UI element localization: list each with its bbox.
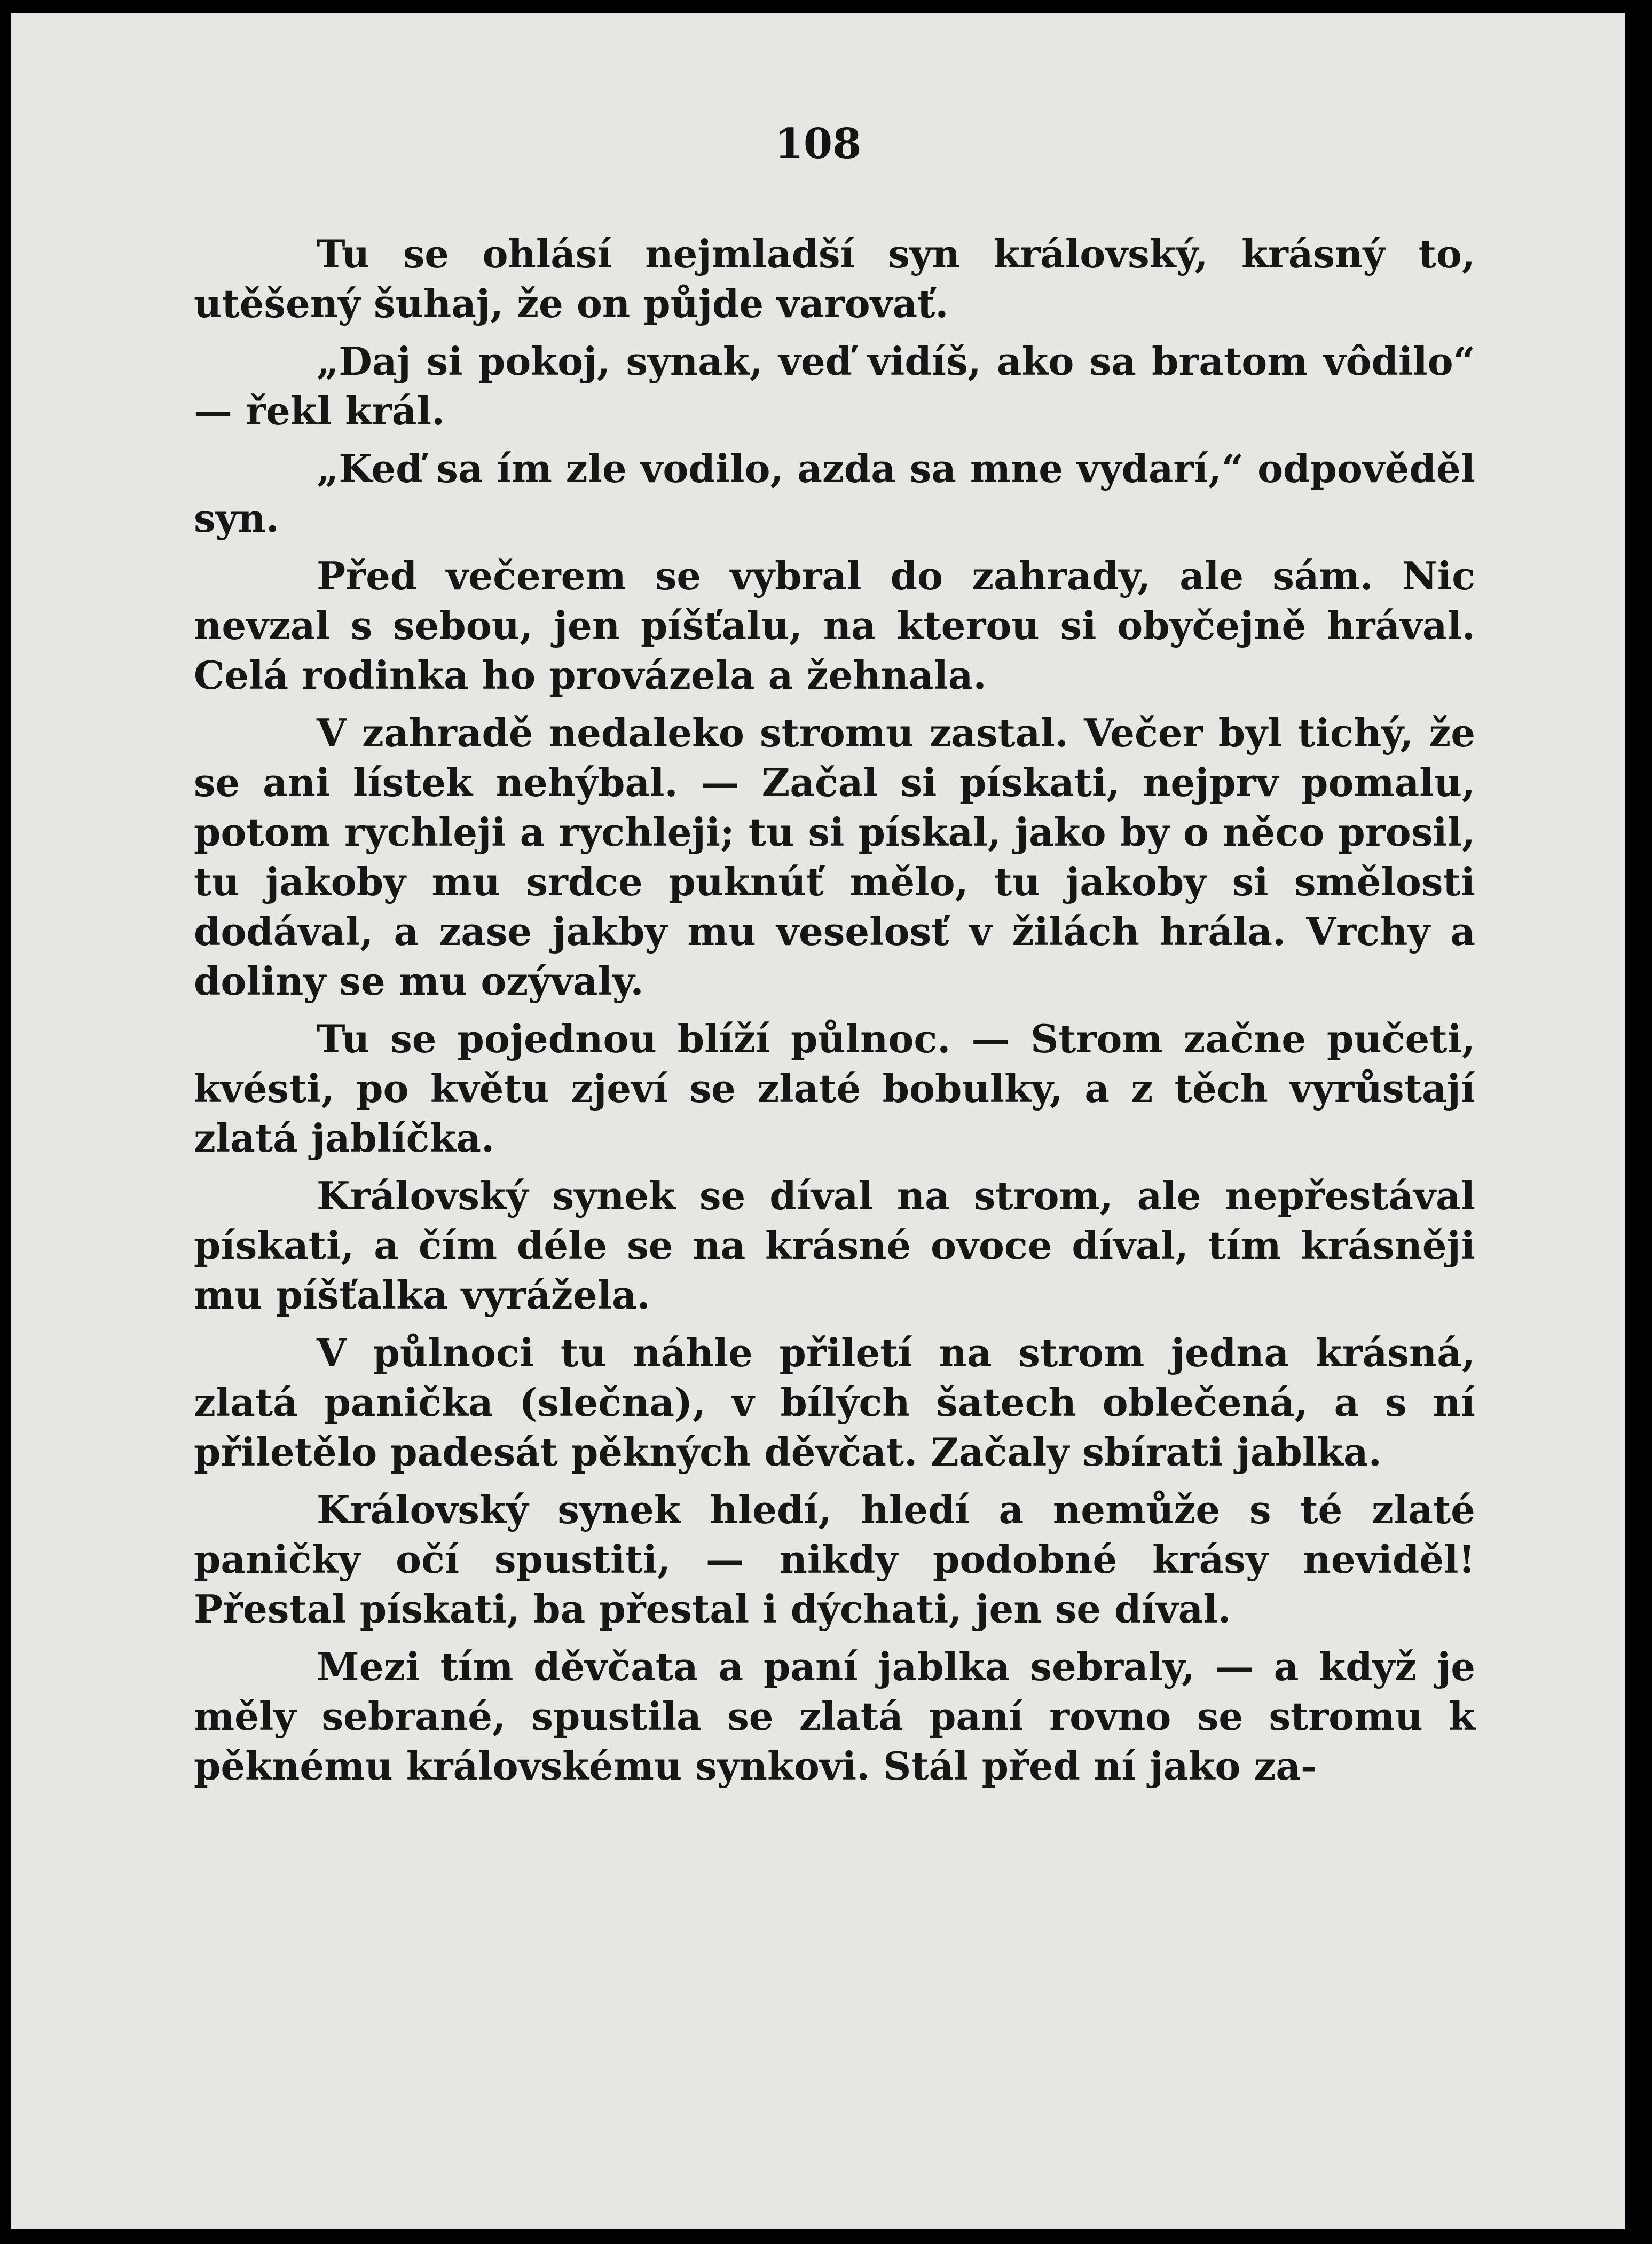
paragraph-9: Královský synek hledí, hledí a nemůže s té zlaté paničky očí spustiti, — nikdy podobné krásy neviděl! Přestal pískati, ba přestal i dýchati, jen se díval.: [194, 1487, 1475, 1632]
paragraph-3: „Keď sa ím zle vodilo, azda sa mne vydarí,“ odpověděl syn.: [194, 446, 1475, 541]
body-text: [194, 229, 1475, 1799]
paragraph-7: Královský synek se díval na strom, ale nepřestával pískati, a čím déle se na krásné ovoce díval, tím krásněji mu píšťalka vyrážela.: [194, 1173, 1475, 1318]
paragraph-2: „Daj si pokoj, synak, veď vidíš, ako sa bratom vôdilo“ — řekl král.: [194, 338, 1475, 434]
paragraph-5: V zahradě nedaleko stromu zastal. Večer byl tichý, že se ani lístek nehýbal. — Začal si pískati, nejprv pomalu, potom rychleji a rychleji; tu si pískal, jako by o něco prosil, tu jakoby mu srdce puknúť mělo, tu jakoby si smělosti dodával, a zase jakby mu veselosť v žilách hrála. Vrchy a doliny se mu ozývaly.: [194, 710, 1475, 1004]
book-page: [11, 13, 1625, 2229]
page-number: 108: [774, 120, 862, 168]
paragraph-10: Mezi tím děvčata a paní jablka sebraly, — a když je měly sebrané, spustila se zlatá paní rovno se stromu k pěknému královskému synkovi. Stál před ní jako za-: [194, 1644, 1475, 1789]
paragraph-4: Před večerem se vybral do zahrady, ale sám. Nic nevzal s sebou, jen píšťalu, na kterou si obyčejně hrával. Celá rodinka ho provázela a žehnala.: [194, 553, 1475, 698]
paragraph-8: V půlnoci tu náhle přiletí na strom jedna krásná, zlatá panička (slečna), v bílých šatech oblečená, a s ní přiletělo padesát pěkných děvčat. Začaly sbírati jablka.: [194, 1330, 1475, 1475]
paragraph-6: Tu se pojednou blíží půlnoc. — Strom začne pučeti, kvésti, po květu zjeví se zlaté bobulky, a z těch vyrůstají zlatá jablíčka.: [194, 1016, 1475, 1161]
paragraph-1: Tu se ohlásí nejmladší syn královský, krásný to, utěšený šuhaj, že on půjde varovať.: [194, 231, 1475, 326]
